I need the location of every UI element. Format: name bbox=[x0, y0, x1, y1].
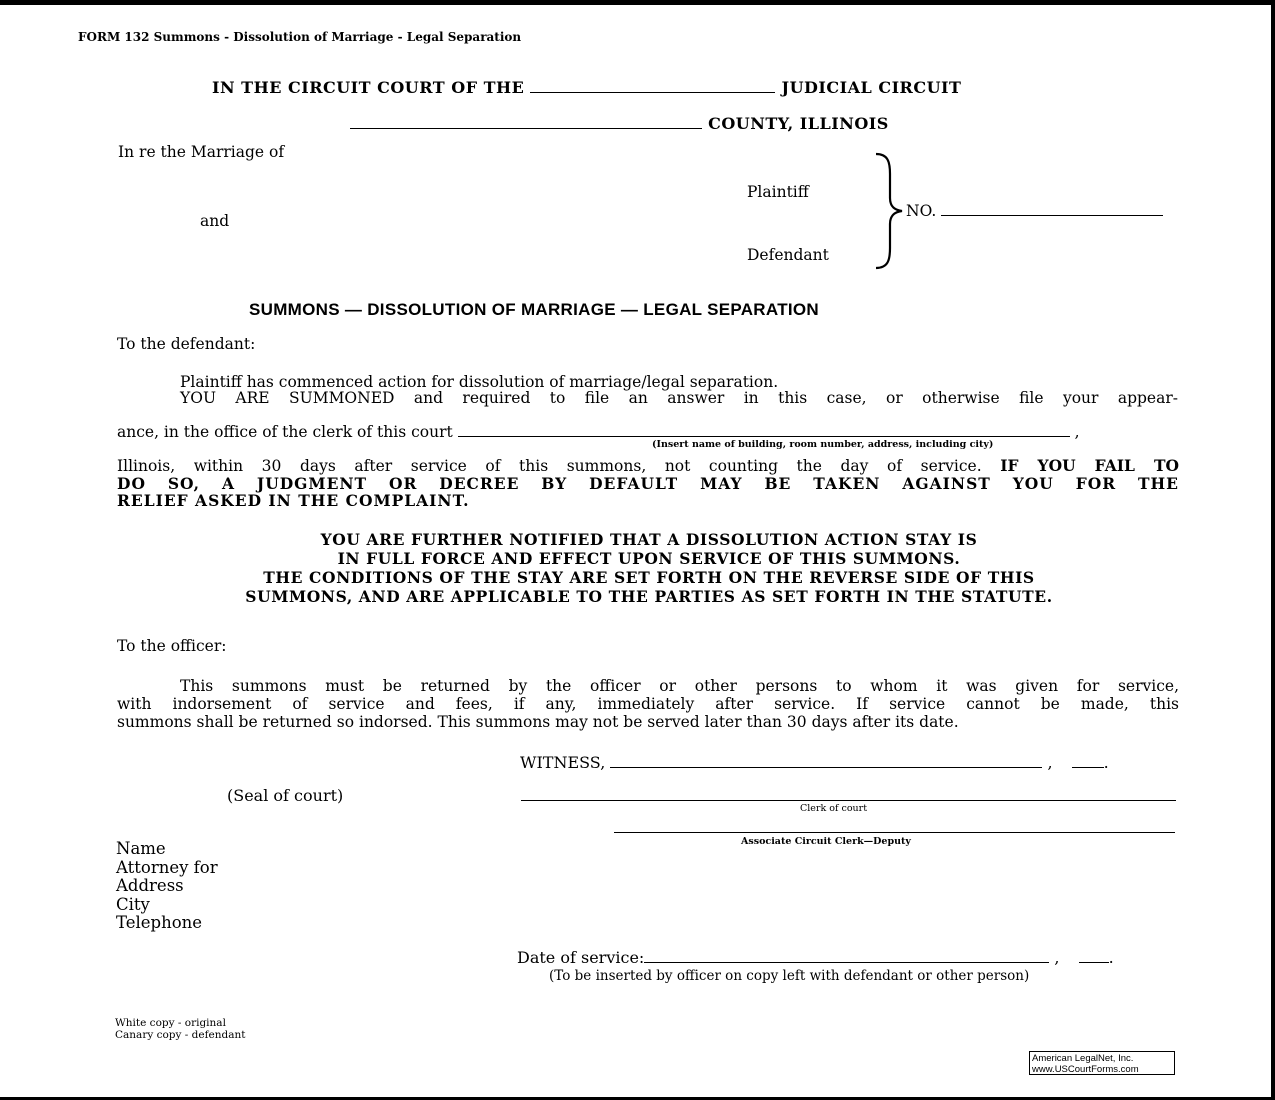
attorney-name-label: Name bbox=[116, 839, 166, 858]
officer-line-1: This summons must be returned by the officer or other persons to whom it was given for service, bbox=[180, 677, 1179, 695]
date-service-note: (To be inserted by officer on copy left with defendant or other person) bbox=[549, 968, 1030, 984]
court-prefix: IN THE CIRCUIT COURT OF THE bbox=[212, 78, 525, 97]
witness-year-blank[interactable] bbox=[1072, 753, 1104, 768]
para1-line6: RELIEF ASKED IN THE COMPLAINT. bbox=[117, 491, 470, 510]
to-defendant-label: To the defendant: bbox=[117, 335, 256, 353]
canary-copy-label: Canary copy - defendant bbox=[115, 1029, 246, 1041]
court-suffix: JUDICIAL CIRCUIT bbox=[781, 78, 962, 97]
caption-brace bbox=[874, 152, 904, 270]
witness-label: WITNESS, bbox=[520, 753, 606, 772]
clerk-office-label: ance, in the office of the clerk of this court bbox=[117, 423, 453, 441]
witness-blank[interactable] bbox=[610, 753, 1042, 768]
publisher-name: American LegalNet, Inc. bbox=[1032, 1053, 1134, 1064]
para1-line4-bold: IF YOU FAIL TO bbox=[1000, 456, 1179, 475]
scan-edge-right bbox=[1271, 0, 1275, 1100]
date-service-year-blank[interactable] bbox=[1079, 948, 1109, 963]
plaintiff-label: Plaintiff bbox=[747, 183, 809, 201]
notice-line-3: THE CONDITIONS OF THE STAY ARE SET FORTH ON THE REVERSE SIDE OF THIS bbox=[263, 568, 1035, 587]
witness-period: . bbox=[1103, 753, 1109, 772]
para1-line1: Plaintiff has commenced action for dissolution of marriage/legal separation. bbox=[180, 373, 779, 391]
clerk-label: Clerk of court bbox=[800, 803, 868, 814]
case-number-blank[interactable] bbox=[941, 201, 1163, 216]
attorney-for-label: Attorney for bbox=[116, 857, 218, 877]
attorney-telephone-label: Telephone bbox=[116, 913, 203, 932]
witness-comma: , bbox=[1047, 753, 1053, 772]
notice-line-4: SUMMONS, AND ARE APPLICABLE TO THE PARTIES AS SET FORTH IN THE STATUTE. bbox=[245, 587, 1053, 606]
notice-line-1: YOU ARE FURTHER NOTIFIED THAT A DISSOLUTION ACTION STAY IS bbox=[320, 530, 978, 549]
to-officer-label: To the officer: bbox=[117, 637, 227, 655]
copy-distribution bbox=[115, 1017, 245, 1041]
para1-line4-plain: Illinois, within 30 days after service of this summons, not counting the day of service. bbox=[117, 457, 982, 475]
county-suffix: COUNTY, ILLINOIS bbox=[708, 114, 889, 133]
deputy-signature-line[interactable] bbox=[614, 832, 1175, 833]
stay-notice bbox=[110, 530, 1188, 606]
attorney-block bbox=[116, 840, 218, 933]
para1-line2-text: YOU ARE SUMMONED and required to file an answer in this case, or otherwise file your appear- bbox=[180, 389, 1178, 407]
para1-block bbox=[117, 457, 1179, 509]
date-service-blank[interactable] bbox=[644, 948, 1049, 963]
para1-line4 bbox=[117, 457, 1179, 475]
para1-line5: DO SO, A JUDGMENT OR DECREE BY DEFAULT MAY BE TAKEN AGAINST YOU FOR THE bbox=[117, 474, 1179, 493]
clerk-office-comma: , bbox=[1074, 423, 1080, 441]
white-copy-label: White copy - original bbox=[115, 1017, 226, 1029]
publisher-url: www.USCourtForms.com bbox=[1032, 1064, 1139, 1075]
notice-line-2: IN FULL FORCE AND EFFECT UPON SERVICE OF THIS SUMMONS. bbox=[337, 549, 961, 568]
circuit-number-blank[interactable] bbox=[530, 78, 775, 93]
defendant-label: Defendant bbox=[747, 246, 829, 264]
summons-title: SUMMONS — DISSOLUTION OF MARRIAGE — LEGAL SEPARATION bbox=[249, 300, 820, 319]
date-service-period: . bbox=[1108, 948, 1114, 967]
officer-line-3: summons shall be returned so indorsed. This summons may not be served later than 30 days after its date. bbox=[117, 713, 959, 731]
court-line-1 bbox=[212, 78, 961, 97]
attorney-address-label: Address bbox=[116, 876, 184, 895]
and-label: and bbox=[200, 212, 230, 230]
clerk-signature-line[interactable] bbox=[521, 800, 1176, 801]
seal-label: (Seal of court) bbox=[227, 786, 344, 805]
date-service-comma: , bbox=[1054, 948, 1060, 967]
scan-edge-top bbox=[0, 0, 1275, 5]
insert-note: (Insert name of building, room number, address, including city) bbox=[652, 439, 994, 450]
witness-line bbox=[520, 753, 1109, 772]
officer-para bbox=[117, 677, 1179, 731]
date-of-service bbox=[517, 948, 1114, 967]
court-line-2 bbox=[350, 114, 889, 133]
case-number-label: NO. bbox=[906, 202, 937, 220]
clerk-office-blank[interactable] bbox=[458, 422, 1070, 437]
deputy-label: Associate Circuit Clerk—Deputy bbox=[741, 836, 911, 847]
county-blank[interactable] bbox=[350, 114, 702, 129]
date-service-label: Date of service: bbox=[517, 948, 645, 967]
form-id: FORM 132 Summons - Dissolution of Marriage - Legal Separation bbox=[78, 30, 522, 44]
in-re-label: In re the Marriage of bbox=[118, 143, 285, 161]
officer-line-2: with indorsement of service and fees, if any, immediately after service. If service cannot be made, this bbox=[117, 695, 1179, 713]
case-number bbox=[906, 201, 1163, 220]
publisher-stamp bbox=[1029, 1051, 1175, 1075]
para1-line2 bbox=[180, 390, 1178, 407]
attorney-city-label: City bbox=[116, 894, 150, 914]
